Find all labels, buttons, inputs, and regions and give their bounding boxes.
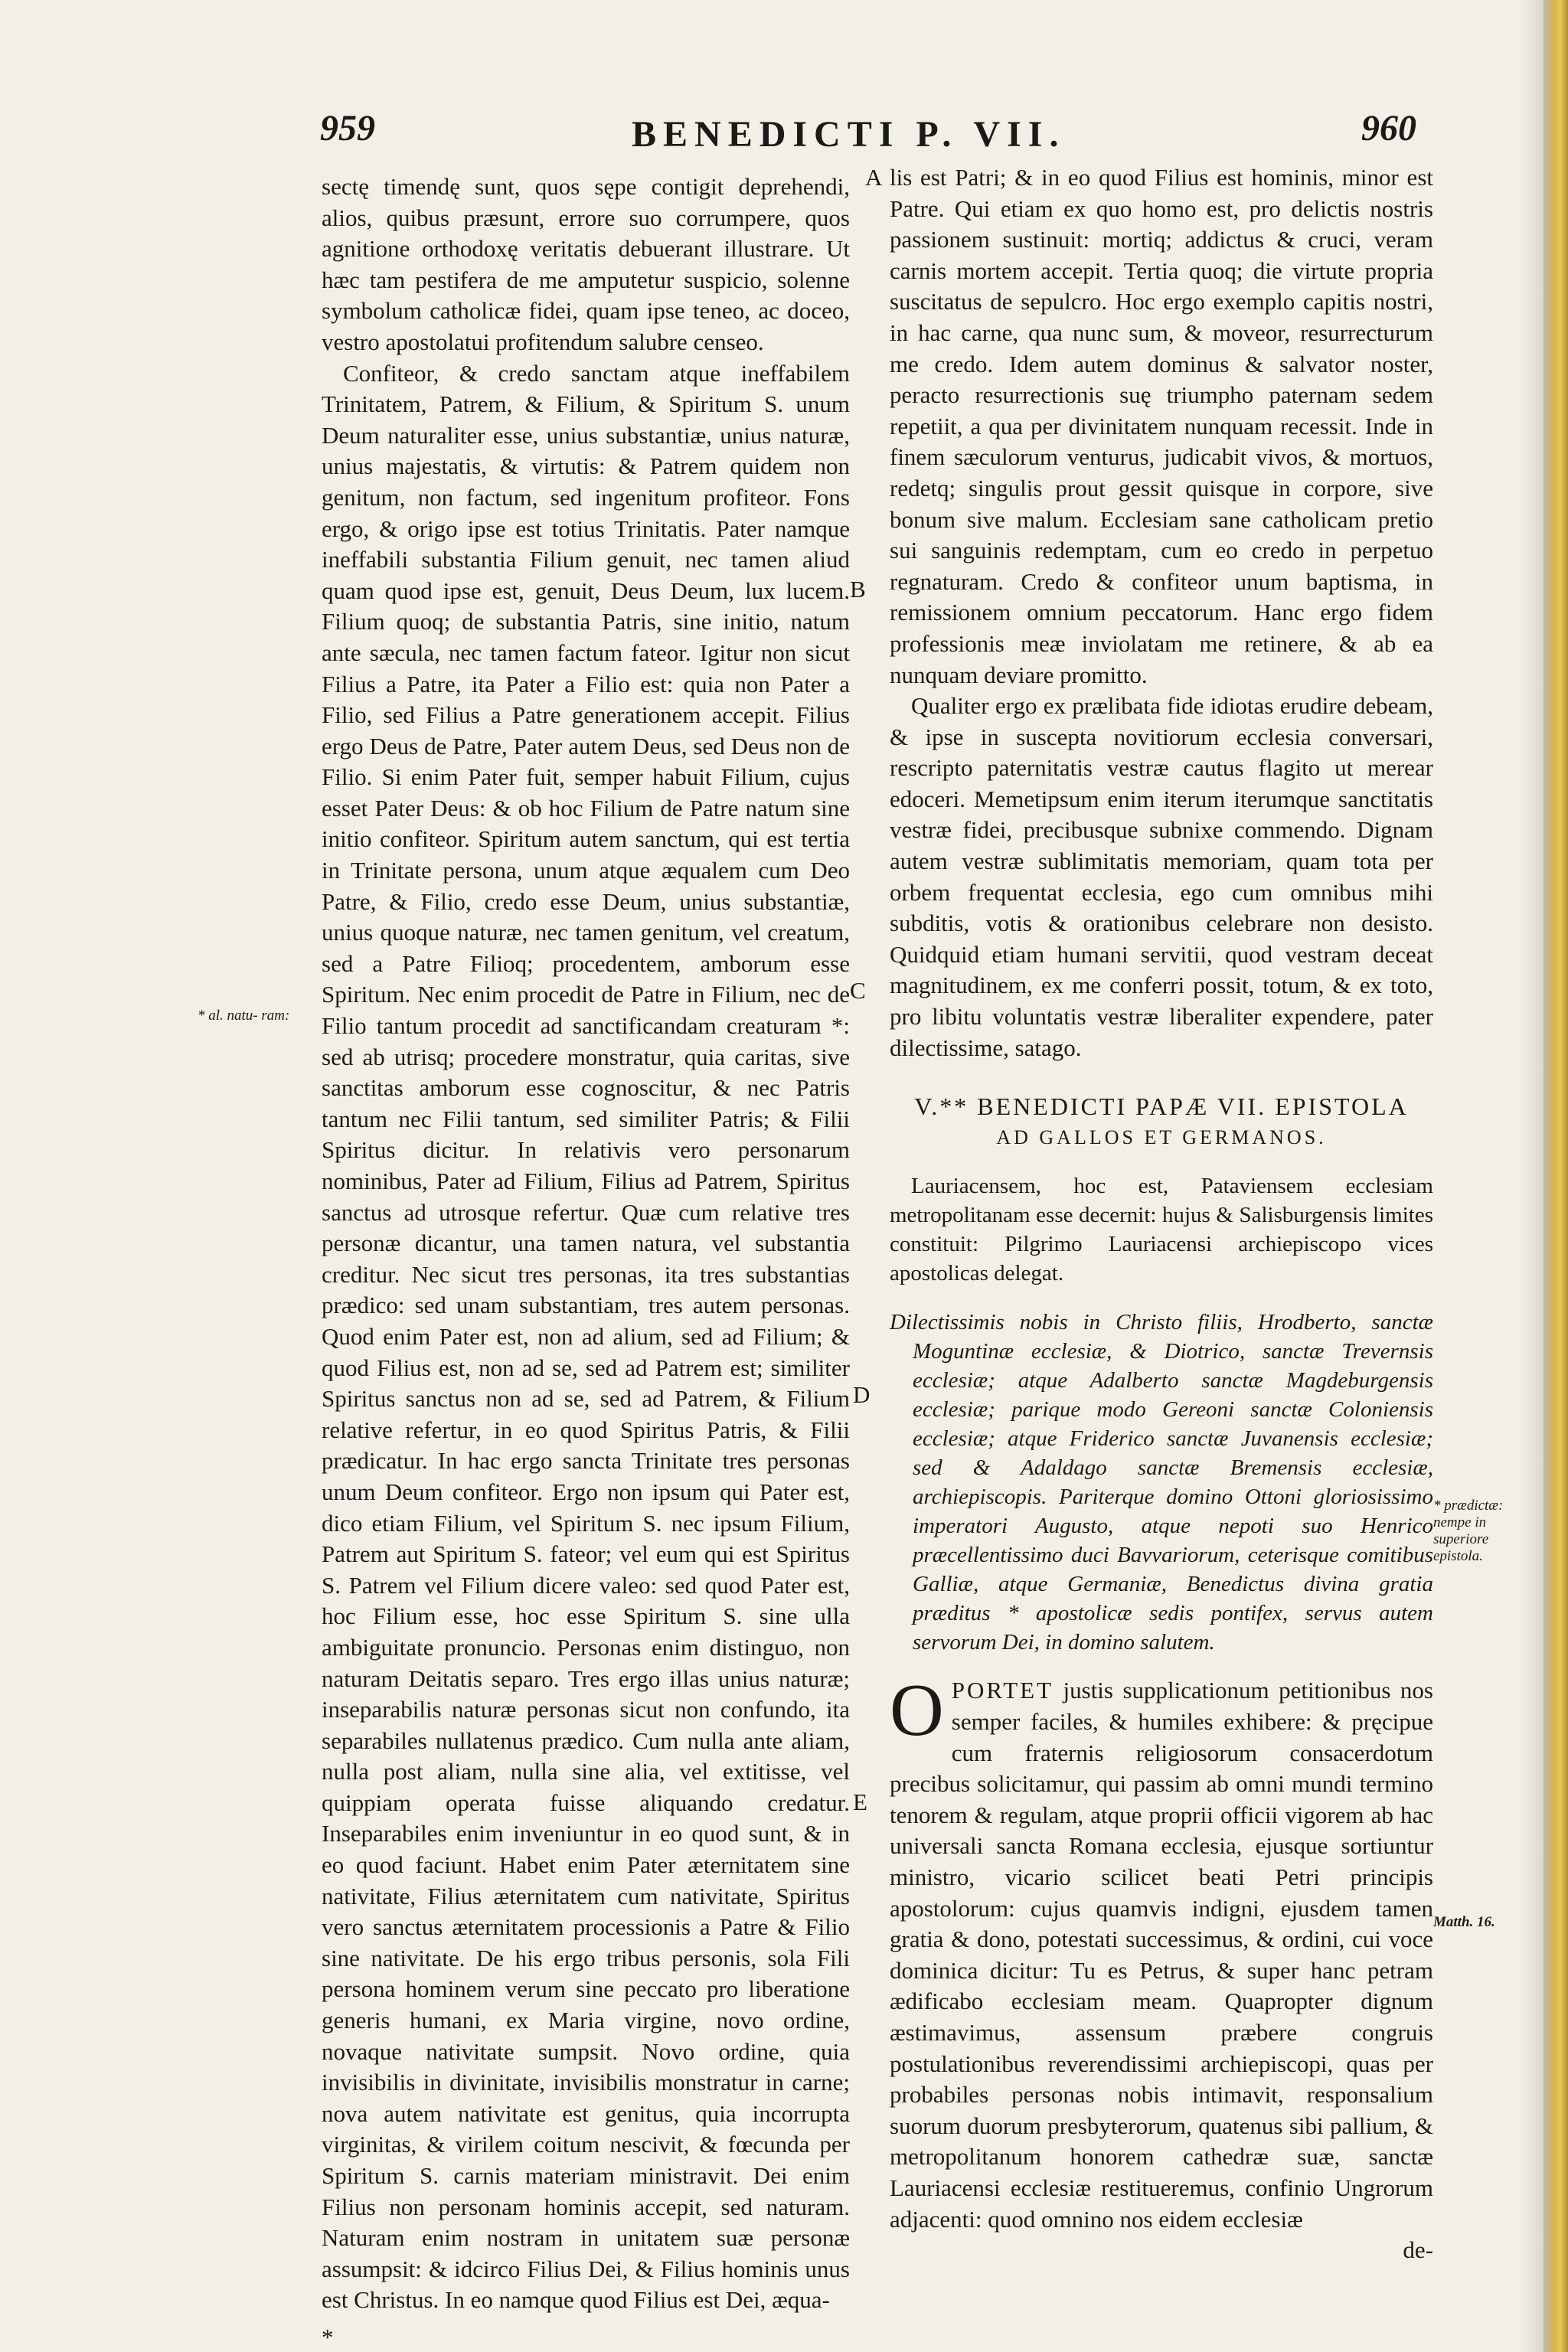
margin-note-praedictae: * prædictæ: nempe in superiore epistola. bbox=[1433, 1498, 1504, 1564]
right-column bbox=[890, 162, 1433, 2266]
section-letter-d: D bbox=[853, 1381, 871, 1408]
paragraph-opening: sectę timendę sunt, quos sępe contigit deprehendi, alios, quibus præsunt, errore suo corrumpere, quos agnitione orthodoxę veritatis debuerant illustrare. Ut hæc tam pestifera de me amputetur suspicio, solenne symbolum catholicæ fidei, quam ipse teneo, ac doceo, vestro apostolatui profitendum salubre censeo. bbox=[322, 173, 850, 355]
catchword: de- bbox=[1403, 2236, 1433, 2264]
page-edge-shadow bbox=[1520, 0, 1544, 2352]
running-head: BENEDICTI P. VII. bbox=[632, 114, 1066, 155]
gilded-page-edge bbox=[1544, 0, 1568, 2352]
section-letter-b: B bbox=[850, 576, 866, 603]
drop-capital: O bbox=[890, 1669, 944, 1753]
page-number-right: 960 bbox=[1361, 108, 1416, 149]
section-letter-e: E bbox=[853, 1788, 867, 1815]
paragraph-confiteor: Confiteor, & credo sanctam atque ineffabilem Trinitatem, Patrem, & Filium, & Spiritum S. unum Deum naturaliter esse, unius substantiæ, unius naturæ, unius majestatis, & virtutis: & Patrem quidem non genitum, non factum, sed ingenitum profiteor. Fons ergo, & origo ipse est totius Trinitatis. Pater namque ineffabili substantia Filium genuit, nec tamen aliud quam quod ipse est, genuit, Deus Deum, lux lucem. Filium quoq; de substantia Patris, sine initio, natum ante sæcula, nec tamen factum fateor. Igitur non sicut Filius a Patre, ita Pater a Filio est: quia non Pater a Filio, sed Filius a Patre generationem accepit. Filius ergo Deus de Patre, Pater autem Deus, sed Deus non de Filio. Si enim Pater fuit, semper habuit Filium, cujus esset Pater Deus: & ob hoc Filium de Patre natum sine initio confiteor. Spiritum autem sanctum, qui est tertia in Trinitate persona, unum atque æqualem cum Deo Patre, & Filio, credo esse Deum, unius substantiæ, unius quoque naturæ, nec tamen genitum, vel creatum, sed a Patre Filioq; procedentem, amborum esse Spiritum. Nec enim procedit de Patre in Filium, nec de Filio tantum procedit ad sanctificandam creaturam *: sed ab utrisq; procedere monstratur, quia caritas, sive sanctitas amborum esse cognoscitur, & nec Patris tantum nec Filii tantum, sed similiter Patris; & Filii Spiritus dicitur. In relativis vero personarum nominibus, Pater ad Filium, Filius ad Patrem, Spiritus sanctus ad utrosque refertur. Quæ cum relative tres personæ dicantur, una tamen natura, vel substantia creditur. Nec sicut tres personas, ita tres substantias prædico: sed unam substantiam, tres autem personas. Quod enim Pater est, non ad alium, sed ad Filium; & quod Filius est, non ad se, sed ad Patrem est; similiter Spiritus sanctus non ad se, sed ad Patrem, & Filium relative refertur, in eo quod Spiritus Patris, & Filii prædicatur. In hac ergo sancta Trinitate tres personas unum Deum confiteor. Ergo non ipsum qui Pater est, dico etiam Filium, vel Spiritum S. nec ipsum Filium, Patrem aut Spiritum S. fateor; vel eum qui est Spiritus S. Patrem vel Filium dicere valeo: sed quod Pater est, hoc Filium esse, hoc esse Spiritum S. sine ulla ambiguitate pronuncio. Personas enim distinguo, non naturam Deitatis separo. Tres ergo illas unius naturæ; inseparabilis naturæ personas sicut non confundo, ita separabiles nullatenus prædico. Cum nulla ante aliam, nulla post aliam, nulla sine alia, vel extitisse, vel quippiam operata fuisse aliquando credatur. Inseparabiles enim inveniuntur in eo quod sunt, & in eo quod faciunt. Habet enim Pater æternitatem sine nativitate, Filius æternitatem cum nativitate, Spiritus vero sanctus æternitatem processionis a Patre & Filio sine nativitate. De his ergo tribus personis, sola Fili persona hominem verum sine peccato pro liberatione generis humani, ex Maria virgine, novo ordine, novaque nativitate sumpsit. Novo ordine, quia invisibilis in divinitate, invisibilis monstratur in carne; nova autem nativitate est genitus, quia incorrupta virginitas, & virilem coitum nescivit, & fœcunda per Spiritum S. carnis materiam ministravit. Dei enim Filius non personam hominis accepit, sed naturam. Naturam enim nostram in unitatem suæ personæ assumpsit: & idcirco Filius Dei, & Filius hominis unus est Christus. In eo namque quod Filius est Dei, æqua- bbox=[322, 359, 850, 2314]
epistola-title: V.** BENEDICTI PAPÆ VII. EPISTOLA bbox=[914, 1093, 1409, 1121]
section-letter-c: C bbox=[850, 977, 866, 1004]
epistola-salutation: Dilectissimis nobis in Christo filiis, Hrodberto, sanctæ Moguntinæ ecclesiæ, & Diotrico, sanctæ Trevernsis ecclesiæ; atque Adalberto sanctæ Magdeburgensis ecclesiæ; parique modo Gereoni sanctæ Coloniensis ecclesiæ; atque Friderico sanctæ Juvanensis ecclesiæ; sed & Adaldago sanctæ Bremensis ecclesiæ, archiepiscopis. Pariterque domino Ottoni gloriosissimo imperatori Augusto, atque nepoti suo Henrico præcellentissimo duci Bavvariorum, ceterisque comitibus Galliæ, atque Germaniæ, Benedictus divina gratia præditus * apostolicæ sedis pontifex, servus autem servorum Dei, in domino salutem. bbox=[890, 1310, 1433, 1655]
section-letter-a: A bbox=[865, 164, 883, 191]
paragraph-qualiter: Qualiter ergo ex prælibata fide idiotas erudire debeam, & ipse in suscepta novitiorum ecclesia conversari, rescripto paternitatis vestræ cautus flagito ut merear edoceri. Memetipsum enim iterum iterumque sanctitatis vestræ fidei, precibusque subnixe commendo. Dignam autem vestræ sublimitatis memoriam, quam tota per orbem frequentat ecclesia, ego cum omnibus mihi subditis, votis & orationibus celebrare non desisto. Quidquid etiam humani servitii, quod vestram deceat magnitudinem, ex me conferri possit, totum, & ex toto, pro libitu voluntatis vestræ liberaliter expendere, pater dilectissime, satago. bbox=[890, 692, 1433, 1061]
left-column bbox=[322, 172, 850, 2352]
body-text: justis supplicationum petitionibus nos semper faciles, & humiles exhibere: & pręcipue cum fraternis religiosorum consacerdotum precibus solicitamur, qui passim ab omni mundi termino tenorem & regulam, atque proprii officii vigorem ab hac universali sancta Romana ecclesia, ejusque sortiuntur ministro, vicario scilicet beati Petri principis apostolorum: cujus quamvis indigni, ejusdem tamen gratia & dono, potestati successimus, & ordini, cui voce dominica dicitur: Tu es Petrus, & super hanc petram ædificabo ecclesiam meam. Quapropter dignum æstimavimus, assensum præbere congruis postulationibus reverendissimi archiepiscopi, quas per probabiles personas nobis intimavit, responsalium suorum duorum presbyterorum, quatenus sibi pallium, & metropolitanum honorem cathedræ suæ, sanctæ Lauriacensi ecclesiæ restitueremus, confinio Ungrorum adjacenti: quod omnino nos eidem ecclesiæ bbox=[890, 1677, 1433, 2233]
page-number-left: 959 bbox=[320, 108, 375, 149]
epistola-body bbox=[890, 1669, 1433, 2235]
epistola-subtitle: AD GALLOS ET GERMANOS. bbox=[996, 1125, 1327, 1148]
body-first-word: PORTET bbox=[951, 1677, 1054, 1704]
epistola-summary: Lauriacensem, hoc est, Pataviensem ecclesiam metropolitanam esse decernit: hujus & Salisburgensis limites constituit: Pilgrimo Lauriacensi archiepiscopo vices apostolicas delegat. bbox=[890, 1174, 1433, 1286]
margin-note-matthew: Matth. 16. bbox=[1433, 1914, 1495, 1930]
margin-note-variant: * al. natu- ram: bbox=[198, 1008, 290, 1024]
bottom-mark: * bbox=[322, 2323, 334, 2350]
paragraph-continuation: lis est Patri; & in eo quod Filius est hominis, minor est Patre. Qui etiam ex quo homo est, pro delictis nostris passionem sustinuit: mortiq; addictus & cruci, veram carnis mortem accepit. Tertia quoq; die virtute propria suscitatus de sepulcro. Hoc ergo exemplo capitis nostri, in hac carne, qua nunc sum, & moveor, resurrecturum me credo. Idem autem dominus & salvator noster, peracto resurrectionis suę triumpho paternam sedem repetiit, a qua per divinitatem nunquam recessit. Inde in finem sæculorum venturus, judicabit vivos, & mortuos, redetq; singulis prout gessit quisque in corpore, sive bonum sive malum. Ecclesiam sane catholicam pretio sui sanguinis redemptam, cum eo credo in perpetuo regnaturam. Credo & confiteor unum baptisma, in remissionem omnium peccatorum. Hanc ergo fidem professionis meæ inviolatam me retinere, & ab ea nunquam deviare promitto. bbox=[890, 164, 1433, 688]
